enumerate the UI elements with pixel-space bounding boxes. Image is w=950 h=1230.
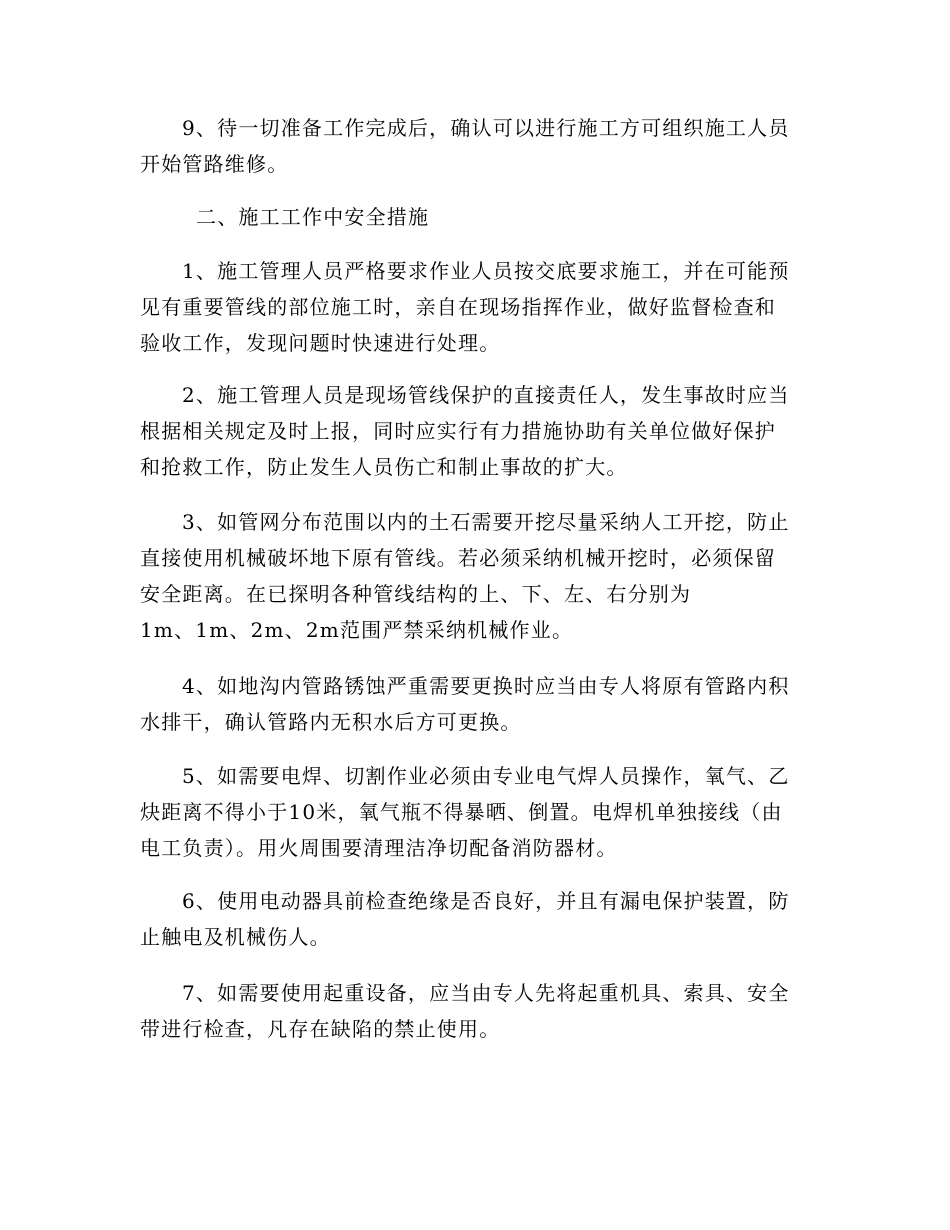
paragraph-6	[140, 883, 810, 955]
paragraph-line: 2、施工管理人员是现场管线保护的直接责任人，发生事故时应当	[182, 383, 790, 407]
paragraph-line: 3、如管网分布范围以内的土石需要开挖尽量采纳人工开挖，防止	[182, 510, 790, 534]
paragraph-4	[140, 668, 810, 740]
paragraph-line: 6、使用电动器具前检查绝缘是否良好，并且有漏电保护装置，防	[182, 889, 790, 913]
paragraph-line: 和抢救工作，防止发生人员伤亡和制止事故的扩大。	[140, 455, 628, 479]
section-heading: 二、施工工作中安全措施	[196, 205, 430, 229]
paragraph-5	[140, 758, 810, 866]
paragraph-line: 1m、1m、2m、2m范围严禁采纳机械作业。	[140, 618, 574, 642]
paragraph-line: 带进行检查，凡存在缺陷的禁止使用。	[140, 1017, 501, 1041]
paragraph-line: 炔距离不得小于10米，氧气瓶不得暴晒、倒置。电焊机单独接线（由	[140, 800, 783, 824]
paragraph-1	[140, 253, 810, 361]
paragraph-7	[140, 975, 810, 1047]
paragraph-9	[140, 110, 810, 182]
paragraph-line: 直接使用机械破坏地下原有管线。若必须采纳机械开挖时，必须保留	[140, 546, 776, 570]
paragraph-line: 电工负责）。用火周围要清理洁净切配备消防器材。	[140, 836, 618, 860]
paragraph-3	[140, 504, 810, 648]
paragraph-line: 4、如地沟内管路锈蚀严重需要更换时应当由专人将原有管路内积	[182, 674, 790, 698]
paragraph-line: 验收工作，发现问题时快速进行处理。	[140, 331, 501, 355]
paragraph-line: 见有重要管线的部位施工时，亲自在现场指挥作业，做好监督检查和	[140, 295, 776, 319]
paragraph-line: 9、待一切准备工作完成后，确认可以进行施工方可组织施工人员	[182, 116, 790, 140]
paragraph-line: 水排干，确认管路内无积水后方可更换。	[140, 710, 522, 734]
paragraph-line: 安全距离。在已探明各种管线结构的上、下、左、右分别为	[140, 582, 692, 606]
paragraph-line: 根据相关规定及时上报，同时应实行有力措施协助有关单位做好保护	[140, 419, 776, 443]
paragraph-line: 5、如需要电焊、切割作业必须由专业电气焊人员操作，氧气、乙	[182, 764, 790, 788]
paragraph-line: 止触电及机械伤人。	[140, 925, 331, 949]
paragraph-line: 7、如需要使用起重设备，应当由专人先将起重机具、索具、安全	[182, 981, 790, 1005]
paragraph-2	[140, 377, 810, 485]
paragraph-line: 1、施工管理人员严格要求作业人员按交底要求施工，并在可能预	[182, 259, 790, 283]
paragraph-line: 开始管路维修。	[140, 152, 289, 176]
